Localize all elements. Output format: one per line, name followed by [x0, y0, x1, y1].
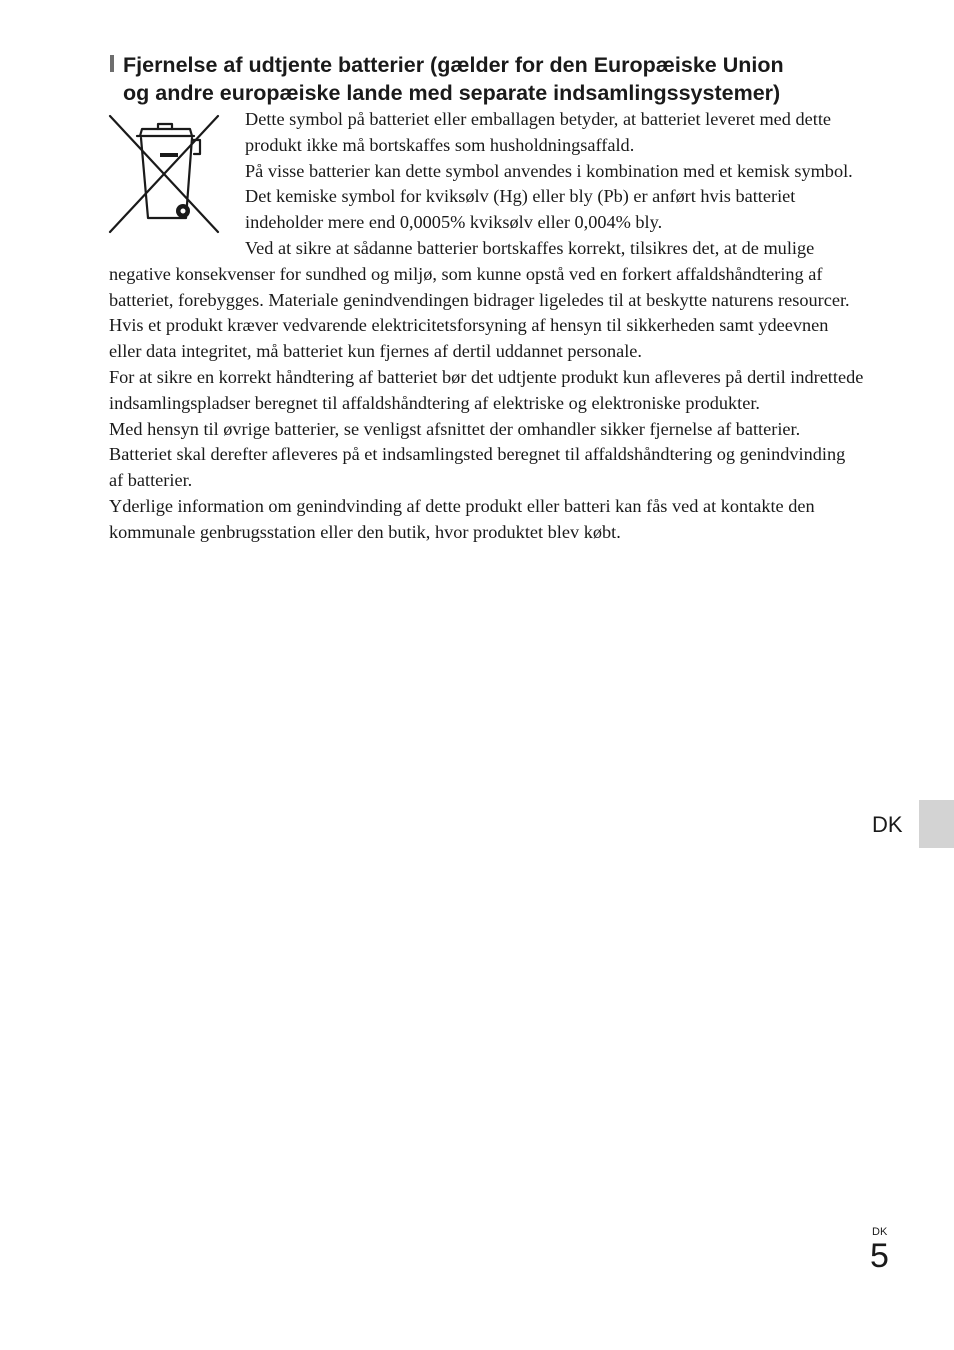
paragraph-other-batteries: Med hensyn til øvrige batterier, se venligst afsnittet der omhandler sikker fjernelse af batterier. Batteriet skal derefter afleveres på et indsamlingsted beregnet til affaldshåndtering og genindvinding af batterier. [109, 418, 846, 491]
paragraph-correct-disposal: Ved at sikre at sådanne batterier bortskaffes korrekt, tilsikres det, at de mulige negative konsekvenser for sundhed og miljø, som kunne opstå ved en forkert affaldshåndtering af batteriet, forebygges. Materiale genindvendingen bidrager ligeledes til at beskytte naturens resourcer. [109, 237, 850, 310]
paragraph-further-information: Yderlige information om genindvinding af dette produkt eller batteri kan fås ved at kontakte den kommunale genbrugsstation eller den butik, hvor produktet blev købt. [109, 495, 815, 542]
paragraph-qualified-personnel: Hvis et produkt kræver vedvarende elektricitetsforsyning af hensyn til sikkerheden samt ydeevnen eller data integritet, må batteriet kun fjernes af dertil uddannet personale. [109, 315, 829, 362]
paragraph-chemical-symbol: På visse batterier kan dette symbol anvendes i kombination med et kemisk symbol. Det kemiske symbol for kviksølv (Hg) eller bly (Pb) er anført hvis batteriet indeholder mere end 0,0005% kviksølv eller 0,004% bly. [245, 160, 853, 233]
paragraph-collection-points: For at sikre en korrekt håndtering af batteriet bør det udtjente produkt kun afleveres på dertil indrettede indsamlingspladser beregnet til affaldshåndtering af elektriske og elektroniske produkter. [109, 366, 864, 413]
heading-marker [110, 55, 114, 72]
language-side-label: DK [872, 812, 903, 837]
body-text [109, 107, 864, 546]
page-number: 5 [870, 1237, 889, 1275]
heading-line-1: Fjernelse af udtjente batterier (gælder for den Europæiske Union [123, 53, 784, 77]
icon-spacer [109, 107, 245, 257]
heading-line-2: og andre europæiske lande med separate indsamlingssystemer) [123, 81, 781, 105]
page-language-code: DK [872, 1226, 888, 1238]
section-heading [110, 51, 870, 107]
paragraph-symbol-meaning: Dette symbol på batteriet eller emballagen betyder, at batteriet leveret med dette produkt ikke må bortskaffes som husholdningsaffald. [245, 109, 832, 155]
language-side-tab [919, 800, 954, 848]
